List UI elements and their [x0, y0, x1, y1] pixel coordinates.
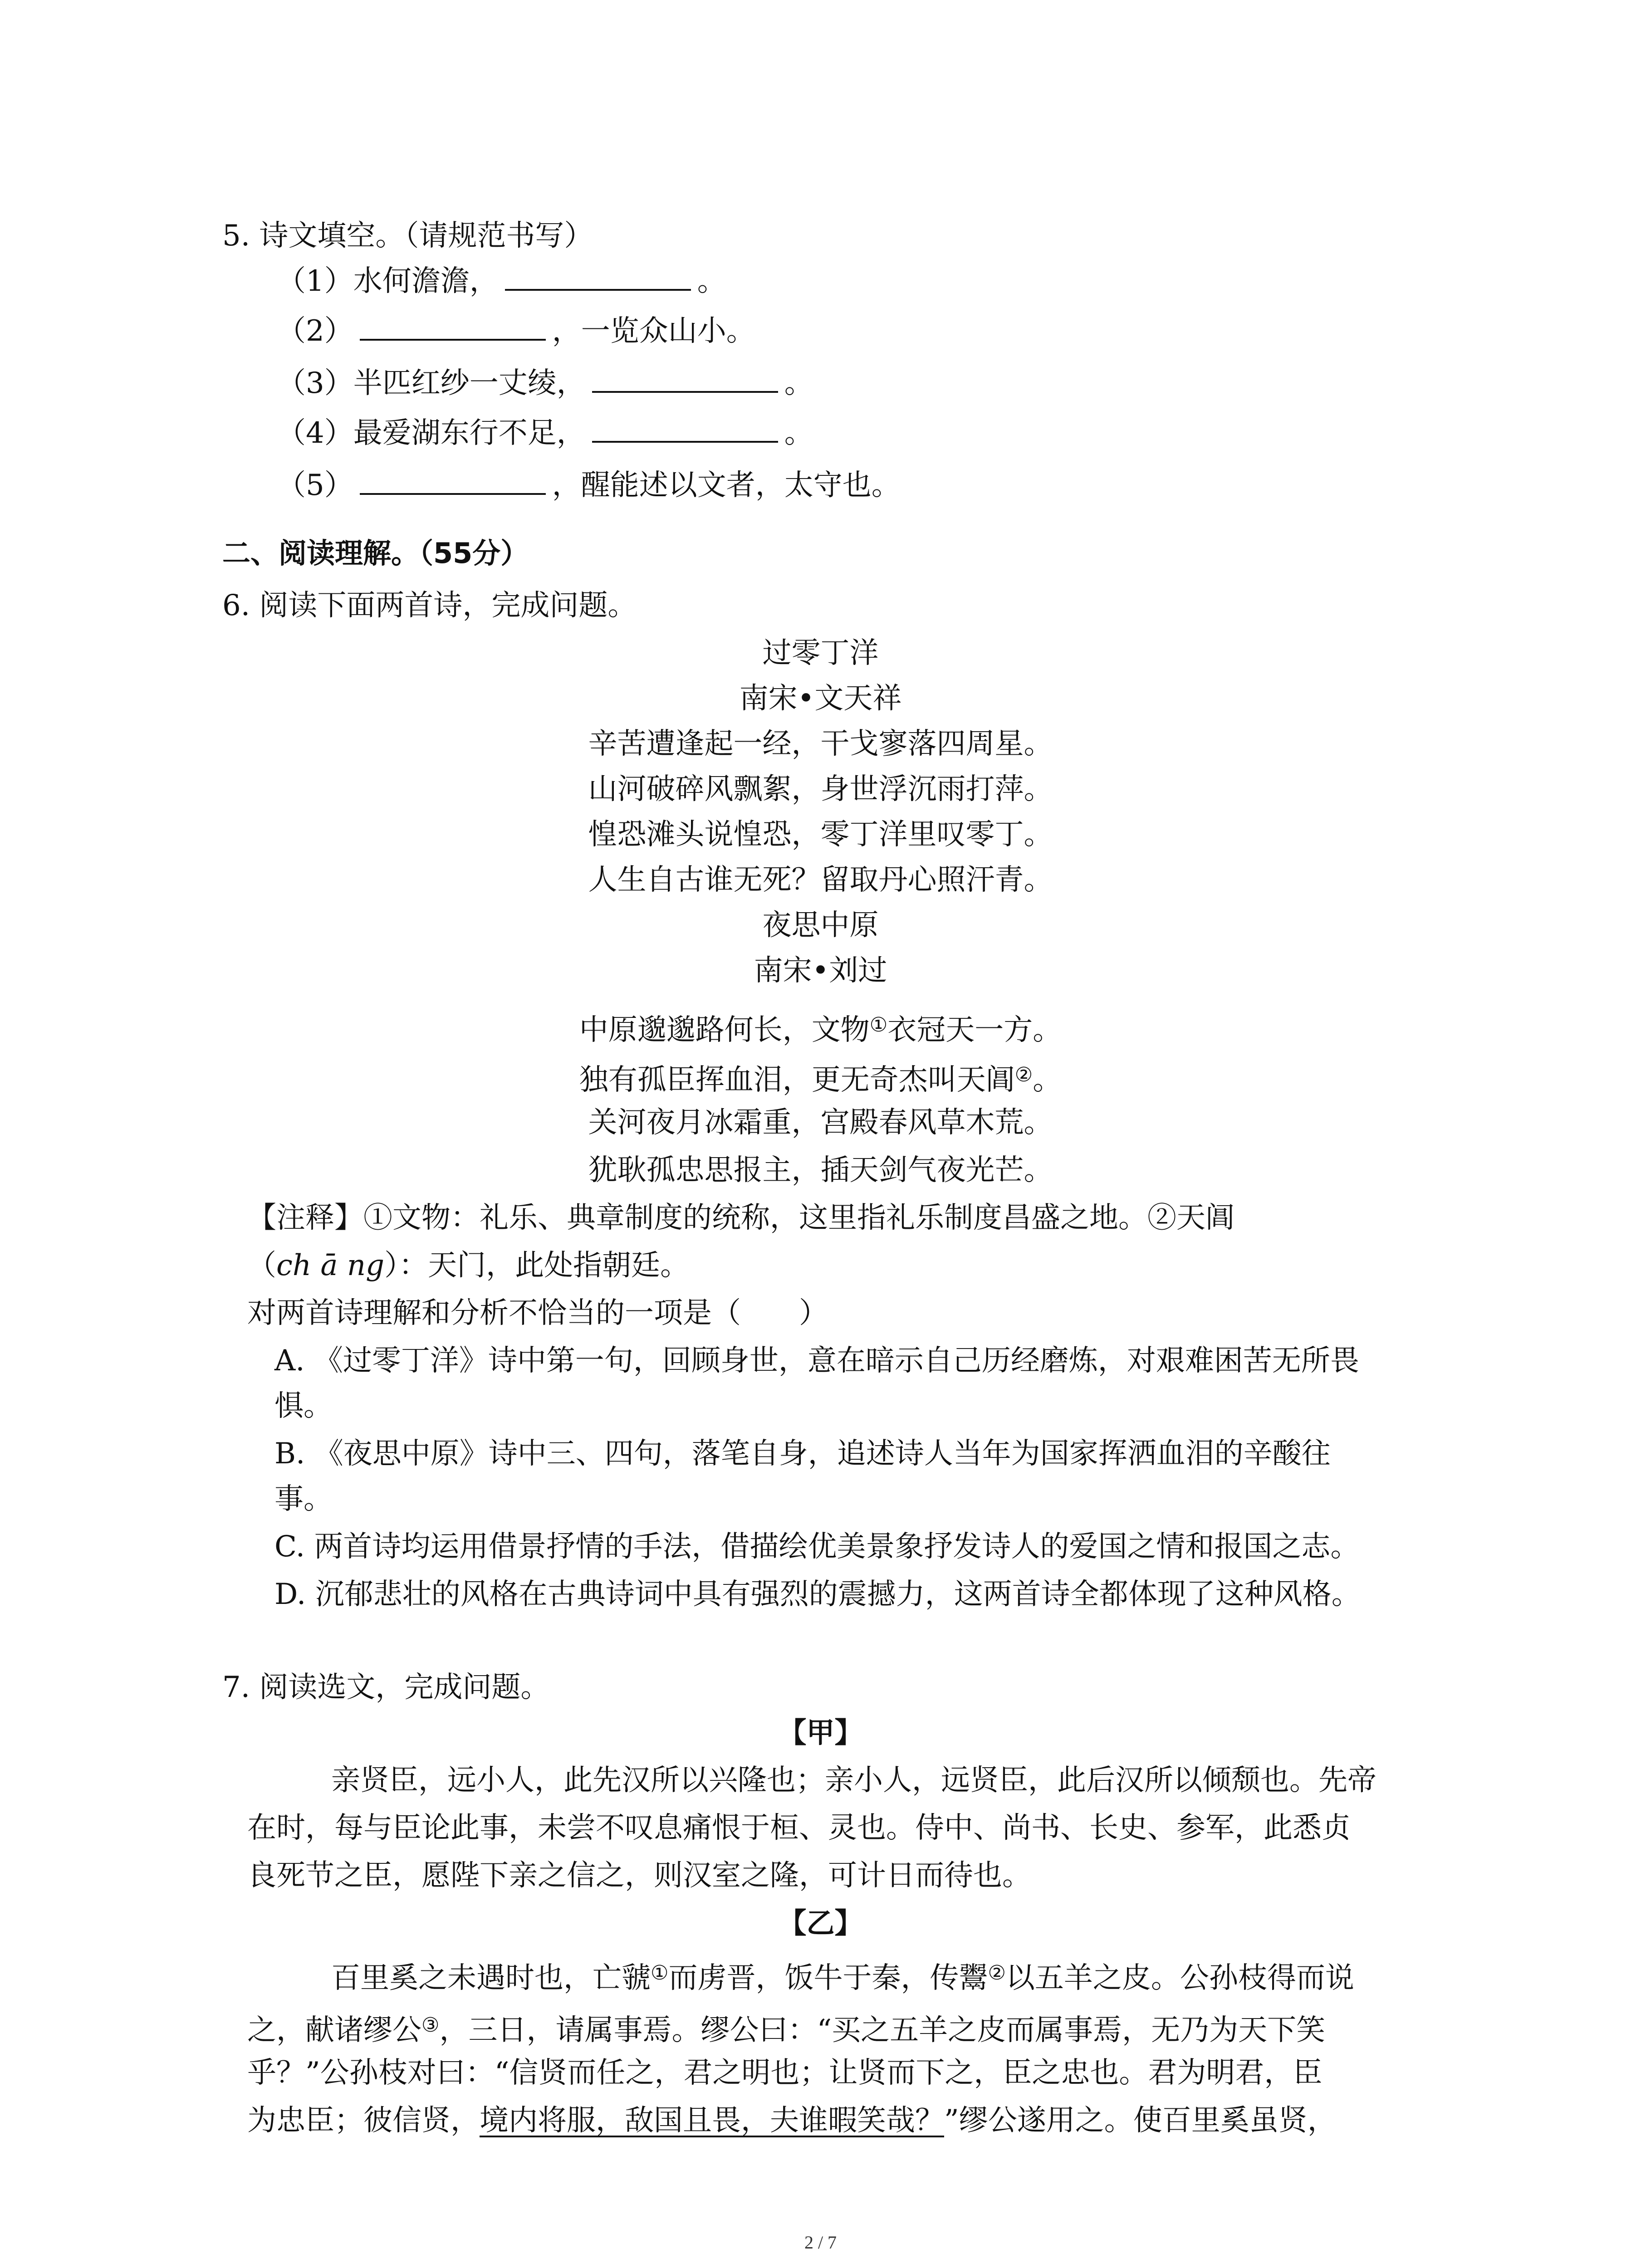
line-text: 衣冠天一方。 — [887, 1013, 1062, 1047]
line-text: 之，献诸缪公 — [247, 2014, 421, 2047]
passage-jia-line: 在时，每与臣论此事，未尝不叹息痛恨于桓、灵也。侍中、尚书、长史、参军，此悉贞 — [247, 1811, 1351, 1845]
poem1-line: 山河破碎风飘絮，身世浮沉雨打萍。 — [588, 772, 1053, 806]
line-text: ，三日，请属事焉。缪公曰：“买之五羊之皮而属事焉，无乃为天下笑 — [439, 2014, 1326, 2047]
q5-title: 5. 诗文填空。（请规范书写） — [222, 219, 593, 253]
q5-item-3 — [277, 363, 813, 404]
footnote-ref: ① — [869, 1013, 888, 1036]
footnote-ref: ① — [651, 1961, 669, 1984]
item-suffix: 。 — [697, 264, 726, 298]
answer-blank — [360, 466, 546, 495]
poem2-line: 犹耿孤忠思报主，插天剑气夜光芒。 — [588, 1154, 1053, 1187]
answer-blank — [505, 262, 691, 291]
item-number: （2） — [277, 314, 353, 348]
answer-blank — [592, 364, 778, 393]
poem2-line — [0, 1055, 1641, 1100]
item-number: （4） — [277, 416, 353, 450]
poem2-line — [0, 1005, 1641, 1051]
line-text: 以五羊之皮。公孙枝得而说 — [1005, 1961, 1354, 1995]
pinyin: ch ā ng — [276, 1249, 385, 1282]
option-b: B. 《夜思中原》诗中三、四句，落笔自身，追述诗人当年为国家挥洒血泪的辛酸往 — [274, 1437, 1331, 1471]
footnote-ref: ② — [988, 1961, 1006, 1984]
line-text: 为忠臣；彼信贤， — [247, 2104, 480, 2137]
answer-blank — [592, 414, 778, 443]
line-text: 百里奚之未遇时也，亡虢 — [331, 1961, 651, 1995]
poem1-line: 人生自古谁无死？留取丹心照汗青。 — [588, 863, 1053, 897]
option-b-continued: 事。 — [274, 1482, 333, 1516]
q5-item-4 — [277, 413, 813, 454]
item-suffix: 。 — [784, 416, 813, 450]
item-suffix: 。 — [784, 367, 813, 400]
passage-yi-line — [247, 2100, 1337, 2141]
passage-yi-line: 乎？”公孙枝对曰：“信贤而任之，君之明也；让贤而下之，臣之忠也。君为明君，臣 — [247, 2056, 1323, 2090]
item-suffix: ，醒能述以文者，太守也。 — [552, 469, 901, 502]
page-number: 2 / 7 — [804, 2232, 837, 2253]
paren: （ — [247, 1249, 276, 1282]
poem1-author: 南宋•文天祥 — [739, 682, 902, 715]
poem1-line: 惶恐滩头说惶恐，零丁洋里叹零丁。 — [588, 818, 1053, 851]
q5-item-1 — [277, 261, 726, 302]
annotation-note: 【注释】①文物：礼乐、典章制度的统称，这里指礼乐制度昌盛之地。②天阊 — [247, 1201, 1234, 1235]
item-number: （3） — [277, 367, 353, 400]
poem2-line: 关河夜月冰霜重，宫殿春风草木荒。 — [588, 1106, 1053, 1139]
item-number: （5） — [277, 469, 353, 502]
answer-blank — [360, 312, 546, 341]
item-prefix: 半匹红纱一丈绫， — [353, 367, 586, 400]
poem1-line: 辛苦遭逢起一经，干戈寥落四周星。 — [588, 727, 1053, 761]
underlined-sentence: 境内将服，敌国且畏，夫谁暇笑哉？ — [480, 2104, 944, 2137]
option-a: A. 《过零丁洋》诗中第一句，回顾身世，意在暗示自己历经磨炼，对艰难困苦无所畏 — [274, 1344, 1359, 1378]
line-text: 。 — [1033, 1063, 1062, 1097]
poem1-title: 过零丁洋 — [762, 636, 879, 670]
q6-question: 对两首诗理解和分析不恰当的一项是（ ） — [247, 1296, 828, 1330]
item-prefix: 最爱湖东行不足， — [353, 416, 586, 450]
option-d: D. 沉郁悲壮的风格在古典诗词中具有强烈的震撼力，这两首诗全都体现了这种风格。 — [274, 1578, 1361, 1611]
q6-title: 6. 阅读下面两首诗，完成问题。 — [222, 589, 637, 622]
q5-item-2 — [277, 311, 755, 352]
passage-yi-heading: 【乙】 — [778, 1906, 863, 1940]
line-text: 独有孤臣挥血泪，更无奇杰叫天阊 — [579, 1063, 1015, 1097]
q7-title: 7. 阅读选文，完成问题。 — [222, 1671, 550, 1704]
passage-jia-line: 良死节之臣，愿陛下亲之信之，则汉室之隆，可计日而待也。 — [247, 1859, 1031, 1892]
passage-jia-heading: 【甲】 — [778, 1716, 863, 1749]
option-a-continued: 惧。 — [274, 1389, 333, 1423]
poem2-title: 夜思中原 — [762, 909, 879, 942]
passage-jia-line: 亲贤臣，远小人，此先汉所以兴隆也；亲小人，远贤臣，此后汉所以倾颓也。先帝 — [331, 1764, 1376, 1797]
q5-item-5 — [277, 465, 901, 506]
passage-yi-line — [331, 1953, 1354, 1999]
line-text: ”缪公遂用之。使百里奚虽贤， — [944, 2104, 1337, 2137]
line-text: 中原邈邈路何长，文物 — [579, 1013, 870, 1047]
section-heading: 二、阅读理解。（55分） — [222, 537, 529, 570]
footnote-ref: ② — [1014, 1063, 1033, 1086]
annotation-note-continued — [247, 1245, 689, 1286]
footnote-ref: ③ — [421, 2014, 440, 2037]
line-text: 而虏晋，饭牛于秦，传鬻 — [668, 1961, 988, 1995]
poem2-author: 南宋•刘过 — [754, 954, 887, 987]
option-c: C. 两首诗均运用借景抒情的手法，借描绘优美景象抒发诗人的爱国之情和报国之志。 — [274, 1530, 1360, 1564]
note-text: ）：天门，此处指朝廷。 — [384, 1249, 690, 1282]
passage-yi-line — [247, 2005, 1325, 2051]
item-suffix: ，一览众山小。 — [552, 314, 755, 348]
item-number: （1） — [277, 264, 353, 298]
item-prefix: 水何澹澹， — [353, 264, 499, 298]
